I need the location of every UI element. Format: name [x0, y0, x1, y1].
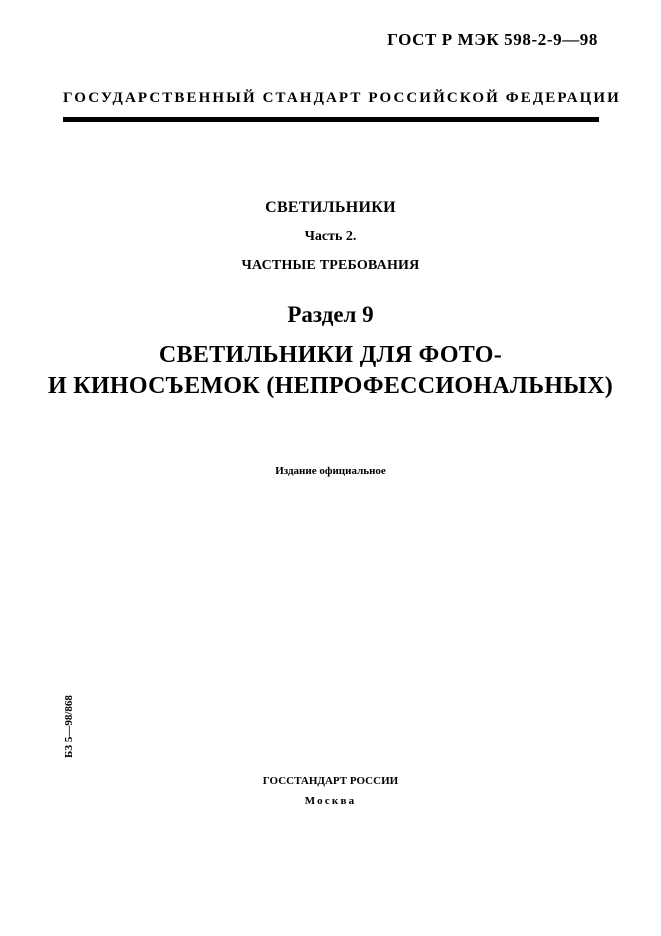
side-code: БЗ 5—98/868: [63, 695, 75, 758]
subject-title-line2: И КИНОСЪЕМОК (НЕПРОФЕССИОНАЛЬНЫХ): [47, 373, 614, 399]
section-title: Раздел 9: [287, 302, 374, 327]
part-label: Часть 2.: [304, 229, 357, 244]
document-code: ГОСТ Р МЭК 598-2-9—98: [387, 30, 598, 49]
publication-city: Москва: [304, 795, 357, 807]
requirements-label: ЧАСТНЫЕ ТРЕБОВАНИЯ: [241, 258, 420, 273]
organization-header: ГОСУДАРСТВЕННЫЙ СТАНДАРТ РОССИЙСКОЙ ФЕДЕРАЦИИ: [63, 90, 621, 106]
subject-title-line1: СВЕТИЛЬНИКИ ДЛЯ ФОТО-: [158, 342, 503, 368]
edition-note: Издание официальное: [275, 465, 386, 477]
publisher: ГОССТАНДАРТ РОССИИ: [262, 775, 399, 787]
document-title: СВЕТИЛЬНИКИ: [265, 199, 396, 216]
header-divider: [63, 117, 599, 122]
